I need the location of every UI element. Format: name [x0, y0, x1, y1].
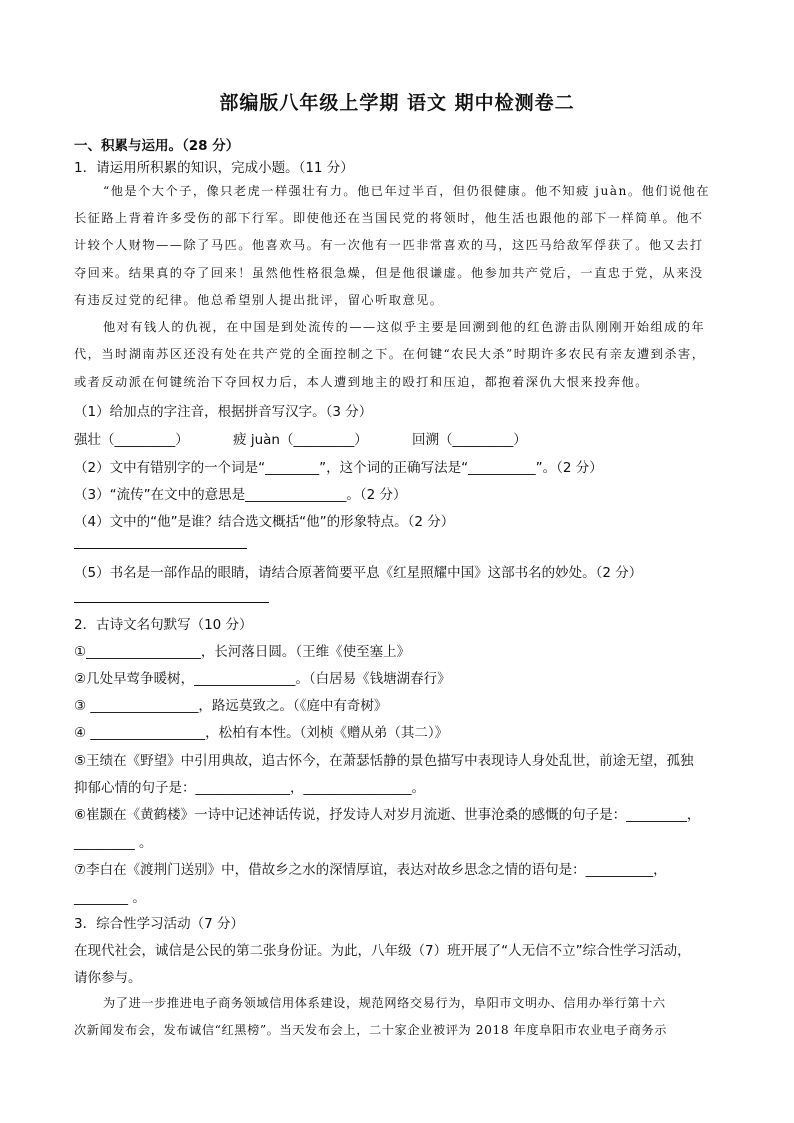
material-line: 次新闻发布会，发布诚信“红黑榜”。当天发布会上，二十家企业被评为 2018 年度阜阳市农业电子商务示 — [74, 1023, 668, 1037]
passage-line: 代，当时湖南苏区还没有处在共产党的全面控制之下。在何键“农民大杀”时期许多农民有亲友遭到杀害， — [74, 347, 706, 361]
poem-item-3[interactable]: ③ ________________，路远莫致之。（《庭中有奇树》 — [74, 698, 388, 714]
poem-item-2[interactable]: ②几处早莺争暖树，_______________。（白居易《钱塘湖春行》 — [74, 671, 451, 687]
sub-question-1: （1）给加点的字注音，根据拼音写汉字。（3 分） — [74, 404, 373, 420]
sub-question-4: （4）文中的“他”是谁？结合选文概括“他”的形象特点。（2 分） — [74, 514, 455, 530]
question-2-stem: 2．古诗文名句默写（10 分） — [74, 617, 253, 633]
question-3-stem: 3．综合性学习活动（7 分） — [74, 916, 244, 932]
poem-item-6-blank[interactable]: _________ 。 — [74, 835, 153, 851]
passage-line: 他对有钱人的仇视，在中国是到处流传的——这似乎主要是回溯到他的红色游击队刚刚开始组成的年 — [103, 320, 706, 334]
passage-line: 计较个人财物——除了马匹。他喜欢马。有一次他有一匹非常喜欢的马，这匹马给敌军俘获了。他又去打 — [74, 238, 704, 252]
question-1-stem: 1．请运用所积累的知识，完成小题。（11 分） — [74, 160, 354, 176]
sub-question-5: （5）书名是一部作品的眼睛，请结合原著简要平息《红星照耀中国》这部书名的妙处。（2 分） — [74, 565, 643, 581]
question-3-intro: 在现代社会，诚信是公民的第二张身份证。为此，八年级（7）班开展了“人无信不立”综合性学习活动， — [74, 943, 691, 959]
poem-item-5: ⑤王绩在《野望》中引用典故，追古怀今，在萧瑟恬静的景色描写中表现诗人身处乱世，前途无望，孤独 — [74, 753, 694, 769]
poem-item-7[interactable]: ⑦李白在《渡荆门送别》中，借故乡之水的深情厚谊，表达对故乡思念之情的语句是：__________， — [74, 862, 667, 878]
material-line: 为了进一步推进电子商务领域信用体系建设，规范网络交易行为，阜阳市文明办、信用办举行第十六 — [103, 996, 666, 1010]
passage-line: 或者反动派在何键统治下夺回权力后，本人遭到地主的殴打和压迫，都抱着深仇大恨来投奔他。 — [74, 375, 649, 389]
section-heading: 一、积累与运用。（28 分） — [74, 138, 240, 154]
passage-line: 夺回来。结果真的夺了回来！虽然他性格很急燥，但是他很谦虚。他参加共产党后，一直忠于党，从来没 — [74, 266, 704, 280]
poem-item-6[interactable]: ⑥崔颢在《黄鹤楼》一诗中记述神话传说，抒发诗人对岁月流逝、世事沧桑的感慨的句子是：_________， — [74, 807, 701, 823]
sub-question-2: （2）文中有错别字的一个词是“________”，这个词的正确写法是“__________”。（2 分） — [74, 460, 603, 476]
poem-item-4[interactable]: ④ _________________，松柏有本性。（刘桢《赠从弟（其二）》 — [74, 725, 449, 741]
sub-question-3: （3）“流传”在文中的意思是_______________。（2 分） — [74, 487, 407, 503]
poem-item-5-blank[interactable]: 抑郁心情的句子是：______________，________________。 — [74, 780, 425, 796]
question-3-intro: 请你参与。 — [74, 970, 142, 986]
poem-item-1[interactable]: ①_________________，长河落日圆。（王维《使至塞上》 — [74, 644, 411, 660]
sub-question-1-items — [74, 428, 527, 448]
answer-line-5[interactable] — [74, 602, 269, 603]
passage-line: “他是个大个子，像只老虎一样强壮有力。他已年过半百，但仍很健康。他不知疲 juàn。他们说他在 — [103, 184, 711, 198]
answer-blank-qiangzhuang[interactable]: 强壮（_________） — [74, 432, 189, 448]
answer-blank-pijuan[interactable]: 疲 juàn（_________） — [233, 432, 368, 448]
poem-item-7-blank[interactable]: ________ 。 — [74, 890, 146, 906]
answer-blank-huisu[interactable]: 回溯（_________） — [412, 432, 527, 448]
passage-line: 长征路上背着许多受伤的部下行军。即使他还在当国民党的将领时，他生活也跟他的部下一样简单。他不 — [74, 211, 704, 225]
passage-line: 有违反过党的纪律。他总希望别人提出批评，留心听取意见。 — [74, 293, 444, 307]
answer-line-4[interactable] — [74, 548, 247, 549]
page-title: 部编版八年级上学期 语文 期中检测卷二 — [219, 92, 575, 114]
